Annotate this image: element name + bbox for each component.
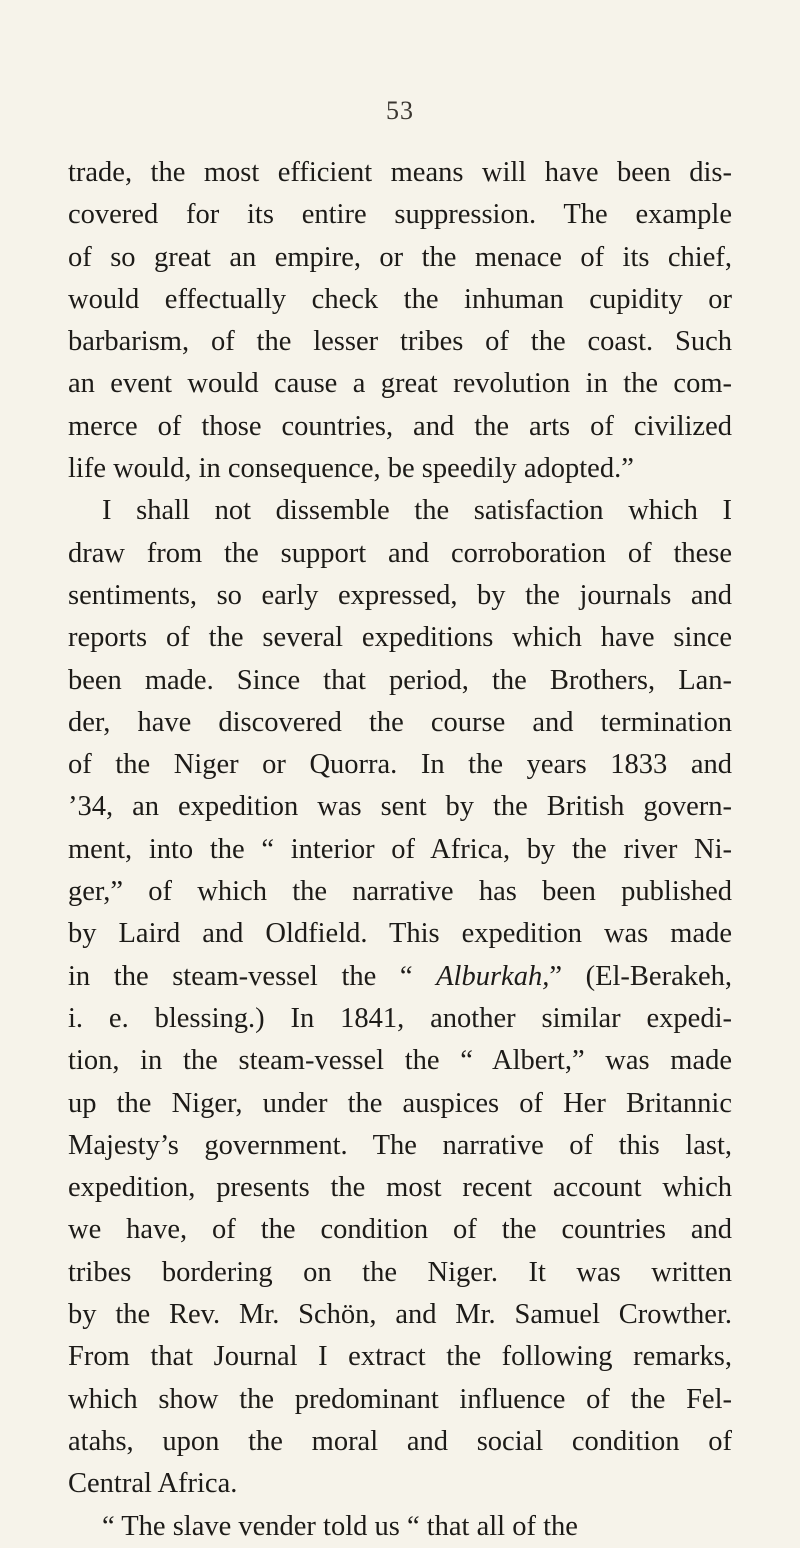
text-segment: expedition, presents the most recent account which <box>68 1172 732 1204</box>
text-segment: of the Niger or Quorra. In the years 1833 and <box>68 749 732 781</box>
text-segment: reports of the several expeditions which have since <box>68 622 732 654</box>
text-line <box>68 1294 732 1336</box>
text-segment: der, have discovered the course and termination <box>68 706 732 738</box>
text-segment: ger,” of which the narrative has been published <box>68 876 732 908</box>
text-segment: life would, in consequence, be speedily adopted.” <box>68 453 634 485</box>
text-line <box>68 871 732 913</box>
text-line <box>68 913 732 955</box>
text-segment: trade, the most efficient means will have been dis- <box>68 157 732 188</box>
text-segment: ” (El-Berakeh, <box>549 960 732 992</box>
text-line <box>68 448 732 490</box>
text-segment: ment, into the “ interior of Africa, by the river Ni- <box>68 833 732 865</box>
text-segment: an event would cause a great revolution in the com- <box>68 368 732 400</box>
text-line <box>68 1083 732 1125</box>
text-segment: by Laird and Oldfield. This expedition was made <box>68 918 732 950</box>
text-segment: ’34, an expedition was sent by the British govern- <box>68 791 732 823</box>
text-segment: barbarism, of the lesser tribes of the coast. Such <box>68 326 732 358</box>
text-segment: i. e. blessing.) In 1841, another similar expedi- <box>68 1002 732 1034</box>
text-segment: been made. Since that period, the Brothers, Lan- <box>68 664 732 696</box>
text-line <box>68 1125 732 1167</box>
text-segment: of so great an empire, or the menace of its chief, <box>68 241 732 273</box>
text-line <box>68 321 732 363</box>
text-segment: covered for its entire suppression. The example <box>68 199 732 231</box>
body-text <box>68 152 732 1548</box>
text-line <box>68 998 732 1040</box>
page-number: 53 <box>386 96 414 125</box>
text-line <box>68 702 732 744</box>
italic-text-segment: Alburkah, <box>436 960 550 992</box>
text-segment: merce of those countries, and the arts of civilized <box>68 410 732 442</box>
text-line <box>68 1252 732 1294</box>
text-segment: by the Rev. Mr. Schön, and Mr. Samuel Crowther. <box>68 1299 732 1331</box>
text-segment: sentiments, so early expressed, by the journals and <box>68 579 732 611</box>
text-line <box>68 363 732 405</box>
text-segment: which show the predominant influence of the Fel- <box>68 1383 732 1415</box>
text-line <box>68 744 732 786</box>
text-line <box>68 956 732 998</box>
text-line <box>68 490 732 532</box>
text-segment: Central Africa. <box>68 1468 238 1500</box>
text-line <box>68 533 732 575</box>
text-line <box>68 1336 732 1378</box>
text-line <box>68 786 732 828</box>
text-line <box>68 1040 732 1082</box>
text-segment: tion, in the steam-vessel the “ Albert,” was made <box>68 1045 732 1077</box>
text-line <box>68 152 732 194</box>
text-line <box>68 1379 732 1421</box>
text-segment: would effectually check the inhuman cupidity or <box>68 283 732 315</box>
text-line <box>68 660 732 702</box>
text-line <box>68 237 732 279</box>
text-line <box>68 1209 732 1251</box>
text-line <box>68 575 732 617</box>
text-segment: draw from the support and corroboration of these <box>68 537 732 569</box>
text-segment: Majesty’s government. The narrative of this last, <box>68 1129 732 1161</box>
text-line <box>68 829 732 871</box>
text-segment: up the Niger, under the auspices of Her Britannic <box>68 1087 732 1119</box>
text-line <box>68 1506 732 1548</box>
text-line <box>68 406 732 448</box>
text-segment: tribes bordering on the Niger. It was written <box>68 1256 732 1288</box>
text-segment: “ The slave vender told us “ that all of the <box>102 1510 578 1542</box>
text-segment: in the steam-vessel the “ <box>68 960 437 992</box>
text-line <box>68 1421 732 1463</box>
text-segment: I shall not dissemble the satisfaction which I <box>102 495 732 527</box>
text-line <box>68 194 732 236</box>
text-line <box>68 1167 732 1209</box>
text-line <box>68 617 732 659</box>
text-line <box>68 1463 732 1505</box>
text-segment: atahs, upon the moral and social condition of <box>68 1425 732 1457</box>
text-segment: we have, of the condition of the countries and <box>68 1214 732 1246</box>
text-segment: From that Journal I extract the following remarks, <box>68 1341 732 1373</box>
text-line <box>68 279 732 321</box>
